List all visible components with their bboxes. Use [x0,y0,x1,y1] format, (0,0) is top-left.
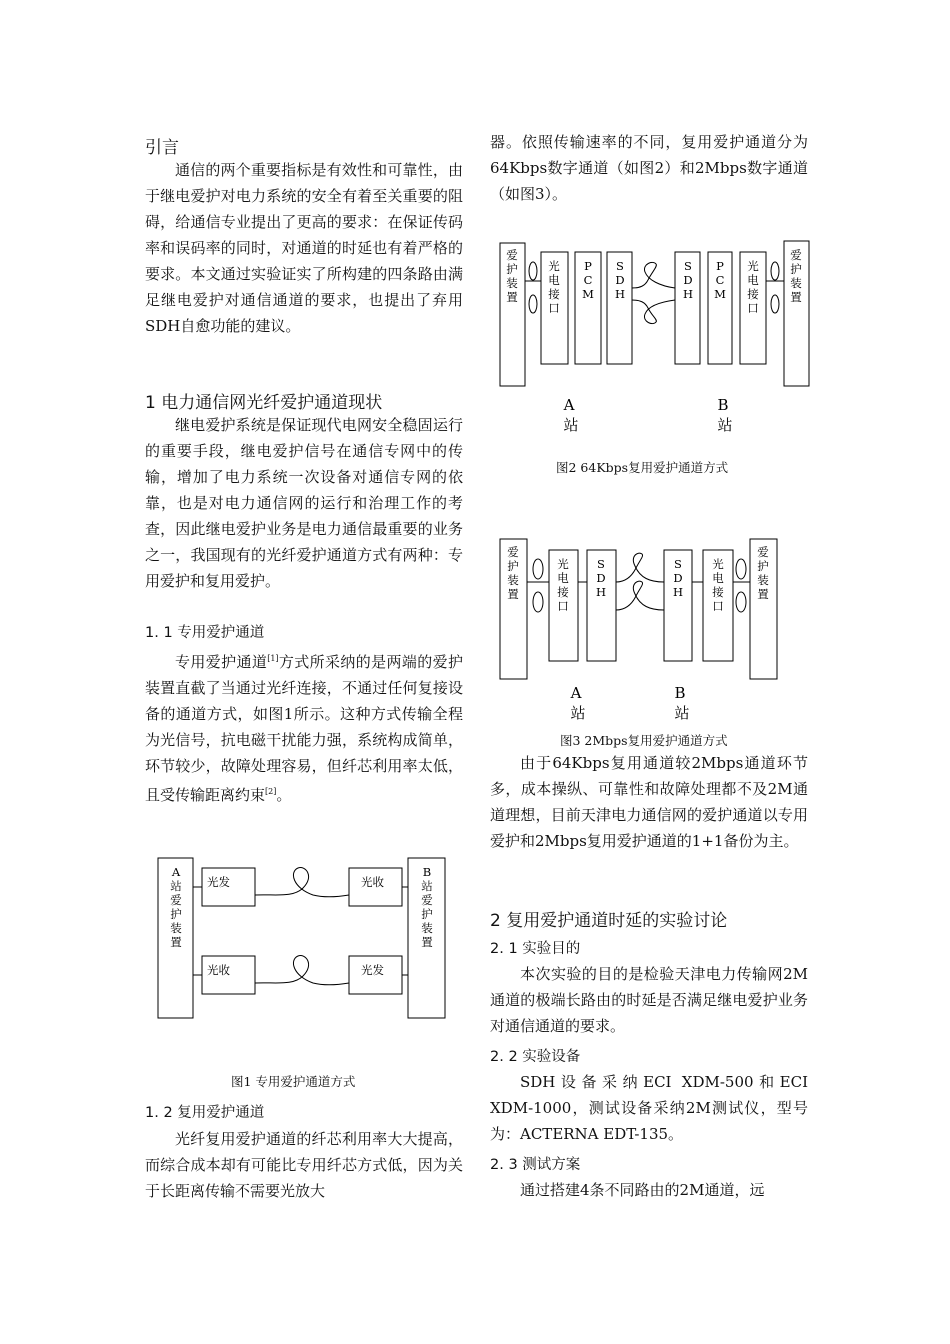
fig3-right-device-3: 置 [757,587,769,601]
fig1-right-label-2: 爱 [421,893,433,907]
fig2-oe-right-label [747,259,759,315]
figure-2-caption: 图2 64Kbps复用爱护通道方式 [556,460,729,475]
fig2-sdh-right-1: D [683,273,693,287]
fig1-right-label-1: 站 [421,879,433,893]
fig2-sdh-right-2: H [682,287,694,301]
intro-paragraph: 通信的两个重要指标是有效性和可靠性，由于继电爱护对电力系统的安全有着至关重要的阻碍，给通信专业提出了更高的要求：在保证传码率和误码率的同时，对通道的时延也有着严格的要求。本文通过实验证实了所构建的四条路由满足继电爱护对通信通道的要求，也提出了弃用SDH自愈功能的建议。 [145,161,463,335]
section-2-3-paragraph: 通过搭建4条不同路由的2M通道，远 [520,1181,765,1199]
fig3-left-device-0: 爱 [507,545,519,559]
fig1-left-label-2: 爱 [170,893,182,907]
fig2-pcm-right-2: M [714,287,726,301]
right-top-paragraph: 器。依照传输速率的不同，复用爱护通道分为64Kbps数字通道（如图2）和2Mbps数字通道（如图3）。 [490,133,808,203]
fig2-right-device-2: 装 [790,276,802,290]
fig2-oe-right-1: 电 [747,273,759,287]
fiber-loop-bottom [255,956,349,985]
fig3-station-a-letter: A [570,684,582,702]
ref-2: [2] [265,787,277,796]
section-2-2-heading: 2. 2 实验设备 [490,1049,581,1065]
fig3-station-b-letter: B [674,684,686,702]
fig3-right-device-2: 装 [757,573,769,587]
fig2-right-device-3: 置 [790,290,802,304]
fig3-sdh-right-2: H [672,585,684,599]
fig3-left-device-3: 置 [507,587,519,601]
fig3-sdh-left-1: D [596,571,606,585]
fig3-sdh-right-label [673,557,683,599]
fig3-oe-right-2: 接 [712,585,724,599]
fig1-left-label-5: 置 [170,935,182,949]
fig1-rx-bottom-label: 光收 [207,963,230,977]
s11-text-b: 方式所采纳的是两端的爱护装置直截了当通过光纤连接，不通过任何复接设备的通道方式，如图1所示。这种方式传输全程为光信号，抗电磁干扰能力强，系统构成简单，环节较少，故障处理容易，但纤芯利用率太低，且受传输距离约束 [145,653,463,804]
fig2-pcm-left-0: P [584,259,592,273]
section-1-2-heading: 1. 2 复用爱护通道 [145,1105,265,1121]
fig1-rx-top-label: 光收 [361,875,384,889]
fig1-left-label-4: 装 [170,921,182,935]
fig2-oe-right-2: 接 [747,287,759,301]
fig2-sdh-left-1: D [615,273,625,287]
fig3-oe-right-0: 光 [712,557,724,571]
intro-heading: 引言 [145,138,179,158]
fig2-right-device-label [790,248,802,304]
fig2-pcm-left-2: M [582,287,594,301]
fig1-left-label-3: 护 [170,907,182,921]
fig1-left-label [170,865,182,949]
figure-1-diagram [145,850,455,1025]
fig2-right-device-0: 爱 [790,248,802,262]
fig2-pcm-right-1: C [715,273,725,287]
fig2-oe-left-label [548,259,560,315]
fig3-station-b-char: 站 [674,704,690,722]
fig2-oe-left-1: 电 [548,273,560,287]
fig3-oe-right-1: 电 [712,571,724,585]
fig1-right-label-3: 护 [421,907,433,921]
fig3-oe-right-label [712,557,724,613]
fig3-oe-left-1: 电 [557,571,569,585]
section-2-heading: 2 复用爱护通道时延的实验讨论 [490,911,728,931]
fig3-oe-left-2: 接 [557,585,569,599]
fig3-right-device-1: 护 [757,559,769,573]
fig3-oe-left-0: 光 [557,557,569,571]
fig2-left-device-0: 爱 [506,248,518,262]
fig3-sdh-left-2: H [595,585,607,599]
fig2-left-device-label [506,248,518,304]
fig2-sdh-left-2: H [614,287,626,301]
fig2-sdh-left-label [615,259,625,301]
fig2-station-a-letter: A [563,396,575,414]
fig3-right-device-label [757,545,769,601]
fig1-left-label-1: 站 [170,879,182,893]
fig3-left-device-2: 装 [507,573,519,587]
fig3-oe-right-3: 口 [712,599,724,613]
fig2-oe-left-3: 口 [548,301,560,315]
fig2-sdh-right-0: S [684,259,692,273]
fig3-left-device-1: 护 [507,559,519,573]
fig2-pcm-left-1: C [583,273,593,287]
ref-1: [1] [267,654,279,663]
section-2-2-paragraph: SDH设备采纳ECI XDM-500和ECI XDM-1000，测试设备采纳2M测试仪，型号为：ACTERNA EDT-135。 [490,1073,808,1143]
section-1-paragraph: 继电爱护系统是保证现代电网安全稳固运行的重要手段，继电爱护信号在通信专网中的传输，增加了电力系统一次设备对通信专网的依靠，也是对电力通信网的运行和治理工作的考查，因此继电爱护业务是电力通信最重要的业务之一，我国现有的光纤爱护通道方式有两种：专用爱护和复用爱护。 [145,416,463,590]
fig2-station-a-char: 站 [563,416,579,434]
fig2-sdh-right-label [683,259,693,301]
fig1-right-label-0: B [422,865,432,879]
section-2-3-heading: 2. 3 测试方案 [490,1157,581,1173]
fig2-station-b-char: 站 [717,416,733,434]
fig3-oe-left-label [557,557,569,613]
section-1-1-heading: 1. 1 专用爱护通道 [145,625,265,641]
s11-text-a: 专用爱护通道 [175,653,268,671]
fig1-tx-top-label: 光发 [207,875,230,889]
figure-1-caption: 图1 专用爱护通道方式 [231,1074,356,1089]
fig2-left-device-1: 护 [506,262,518,276]
fig2-oe-left-2: 接 [548,287,560,301]
fig2-oe-left-0: 光 [548,259,560,273]
fig1-right-label-4: 装 [421,921,433,935]
figure-3-diagram [490,534,790,726]
s11-text-c: 。 [276,786,292,804]
figure-3-caption: 图3 2Mbps复用爱护通道方式 [560,733,728,748]
section-1-1-paragraph [145,646,463,808]
fig3-sdh-right-1: D [673,571,683,585]
fig1-left-label-0: A [171,865,181,879]
fig2-pcm-right-0: P [716,259,724,273]
fig2-sdh-left-0: S [616,259,624,273]
fig2-left-device-3: 置 [506,290,518,304]
fig3-right-device-0: 爱 [757,545,769,559]
fig3-sdh-right-0: S [674,557,682,571]
right-mid-paragraph: 由于64Kbps复用通道较2Mbps通道环节多，成本操纵、可靠性和故障处理都不及2M通道理想，目前天津电力通信网的爱护通道以专用爱护和2Mbps复用爱护通道的1+1备份为主。 [490,754,808,850]
section-1-heading: 1 电力通信网光纤爱护通道现状 [145,393,383,413]
fig2-right-device-1: 护 [790,262,802,276]
fig2-oe-right-0: 光 [747,259,759,273]
fiber-loop-top [255,868,349,897]
fig3-oe-left-3: 口 [557,599,569,613]
fig3-left-device-label [507,545,519,601]
fig3-sdh-left-0: S [597,557,605,571]
fig3-sdh-left-label [596,557,606,599]
section-1-2-paragraph: 光纤复用爱护通道的纤芯利用率大大提高，而综合成本却有可能比专用纤芯方式低，因为关于长距离传输不需要光放大 [145,1130,463,1200]
fig2-pcm-right-label [714,259,726,301]
figure-2-diagram [490,236,812,436]
fig2-pcm-left-label [582,259,594,301]
fig1-right-label [421,865,433,949]
fig1-right-label-5: 置 [421,935,433,949]
section-2-1-heading: 2. 1 实验目的 [490,941,581,957]
fig3-station-a-char: 站 [570,704,586,722]
fig2-left-device-2: 装 [506,276,518,290]
fig1-tx-bottom-label: 光发 [361,963,384,977]
fig2-station-b-letter: B [717,396,729,414]
section-2-1-paragraph: 本次实验的目的是检验天津电力传输网2M通道的极端长路由的时延是否满足继电爱护业务对通信通道的要求。 [490,965,808,1035]
fig2-oe-right-3: 口 [747,301,759,315]
